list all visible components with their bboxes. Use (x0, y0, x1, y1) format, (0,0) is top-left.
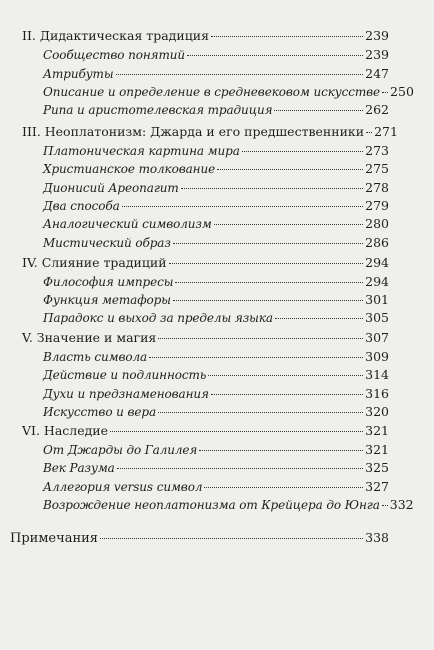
toc-entry (22, 330, 389, 346)
dot-leader (199, 450, 363, 451)
toc-entry-title: Власть символа (43, 350, 148, 364)
toc-entry (43, 84, 414, 100)
toc-entry-title: II. Дидактическая традиция (22, 28, 209, 43)
toc-entry (43, 386, 389, 402)
toc-entry-page: 271 (374, 124, 398, 139)
toc-entry (43, 274, 389, 290)
dot-leader (110, 431, 363, 432)
toc-entry-page: 262 (365, 102, 389, 117)
toc-entry-title: Сообщество понятий (43, 48, 186, 62)
toc-entry (43, 442, 389, 458)
toc-entry (43, 349, 389, 365)
toc-entry (43, 216, 389, 232)
dot-leader (382, 92, 388, 93)
toc-entry (43, 367, 389, 383)
toc-entry-title: Примечания (10, 531, 99, 546)
dot-leader (366, 132, 372, 133)
toc-entry-title: Описание и определение в средневековом искусстве (43, 85, 381, 99)
toc-entry-title: V. Значение и магия (22, 330, 157, 345)
dot-leader (116, 74, 364, 75)
dot-leader (149, 357, 363, 358)
toc-entry-title: Атрибуты (43, 67, 114, 81)
dot-leader (169, 263, 364, 264)
toc-entry-title: Парадокс и выход за пределы языка (43, 311, 273, 325)
toc-entry-page: 278 (365, 180, 389, 195)
toc-entry-title: Искусство и вера (43, 405, 157, 419)
toc-entry-page: 294 (365, 255, 389, 270)
dot-leader (242, 151, 363, 152)
dot-leader (274, 110, 363, 111)
dot-leader (214, 224, 363, 225)
dot-leader (158, 412, 363, 413)
dot-leader (158, 338, 363, 339)
toc-entry (43, 47, 389, 63)
toc-entry-page: 247 (365, 66, 389, 81)
dot-leader (173, 300, 363, 301)
toc-entry (43, 292, 389, 308)
dot-leader (211, 394, 363, 395)
dot-leader (173, 243, 363, 244)
toc-entry-title: Возрождение неоплатонизма от Крейцера до Юнга (43, 498, 380, 512)
toc-entry-title: Функция метафоры (43, 293, 171, 307)
toc-entry-page: 250 (390, 84, 414, 99)
toc-entry-title: VI. Наследие (22, 423, 109, 438)
dot-leader (382, 505, 388, 506)
toc-entry-title: Действие и подлинность (43, 368, 207, 382)
dot-leader (122, 206, 363, 207)
toc-entry-page: 280 (365, 216, 389, 231)
toc-entry (43, 479, 389, 495)
toc-entry-page: 286 (365, 235, 389, 250)
toc-entry (43, 497, 414, 513)
toc-entry (43, 198, 389, 214)
dot-leader (187, 55, 363, 56)
toc-entry (43, 460, 389, 476)
toc-entry-page: 316 (365, 386, 389, 401)
toc-entry-page: 314 (365, 367, 389, 382)
toc-entry-page: 239 (365, 28, 389, 43)
toc-entry-page: 320 (365, 404, 389, 419)
toc-entry (10, 530, 389, 547)
dot-leader (208, 375, 363, 376)
toc-entry (43, 102, 389, 118)
toc-entry-page: 327 (365, 479, 389, 494)
toc-entry (22, 124, 398, 140)
toc-entry-title: Век Разума (43, 461, 115, 475)
toc-entry (43, 235, 389, 251)
toc-entry-title: Дионисий Ареопагит (43, 181, 179, 195)
toc-entry-page: 321 (365, 423, 389, 438)
toc-entry-page: 305 (365, 310, 389, 325)
toc-entry-title: Рипа и аристотелевская традиция (43, 103, 273, 117)
dot-leader (275, 318, 363, 319)
toc-entry-page: 301 (365, 292, 389, 307)
toc-entry (43, 161, 389, 177)
toc-entry-page: 309 (365, 349, 389, 364)
dot-leader (181, 188, 363, 189)
dot-leader (175, 282, 363, 283)
toc-entry-title: Мистический образ (43, 236, 171, 250)
toc-entry (22, 255, 389, 271)
toc-entry-title: Духи и предзнаменования (43, 387, 209, 401)
toc-entry-title: Аллегория versus символ (43, 480, 203, 494)
toc-entry-title: Аналогический символизм (43, 217, 212, 231)
toc-entry-page: 275 (365, 161, 389, 176)
toc-entry (43, 310, 389, 326)
toc-entry-title: Два способа (43, 199, 120, 213)
dot-leader (217, 169, 363, 170)
toc-entry-page: 239 (365, 47, 389, 62)
dot-leader (204, 487, 363, 488)
toc-entry (22, 423, 389, 439)
toc-entry-title: Философия импресы (43, 275, 174, 289)
toc-entry (43, 180, 389, 196)
toc-entry-page: 279 (365, 198, 389, 213)
toc-entry-title: IV. Слияние традиций (22, 255, 167, 270)
toc-entry (43, 66, 389, 82)
dot-leader (117, 468, 363, 469)
toc-entry-page: 338 (365, 530, 389, 545)
toc-entry-page: 294 (365, 274, 389, 289)
toc-entry-page: 321 (365, 442, 389, 457)
toc-entry-title: III. Неоплатонизм: Джарда и его предшественники (22, 124, 365, 139)
dot-leader (211, 36, 363, 37)
toc-entry (43, 404, 389, 420)
toc-entry-title: От Джарды до Галилея (43, 443, 198, 457)
toc-entry (22, 28, 389, 44)
toc-entry-page: 325 (365, 460, 389, 475)
toc-entry-page: 273 (365, 143, 389, 158)
toc-entry-page: 332 (389, 497, 414, 512)
toc-entry-title: Христианское толкование (43, 162, 216, 176)
dot-leader (100, 538, 363, 539)
toc-entry-page: 307 (365, 330, 389, 345)
toc-entry (43, 143, 389, 159)
toc-entry-title: Платоническая картина мира (43, 144, 240, 158)
